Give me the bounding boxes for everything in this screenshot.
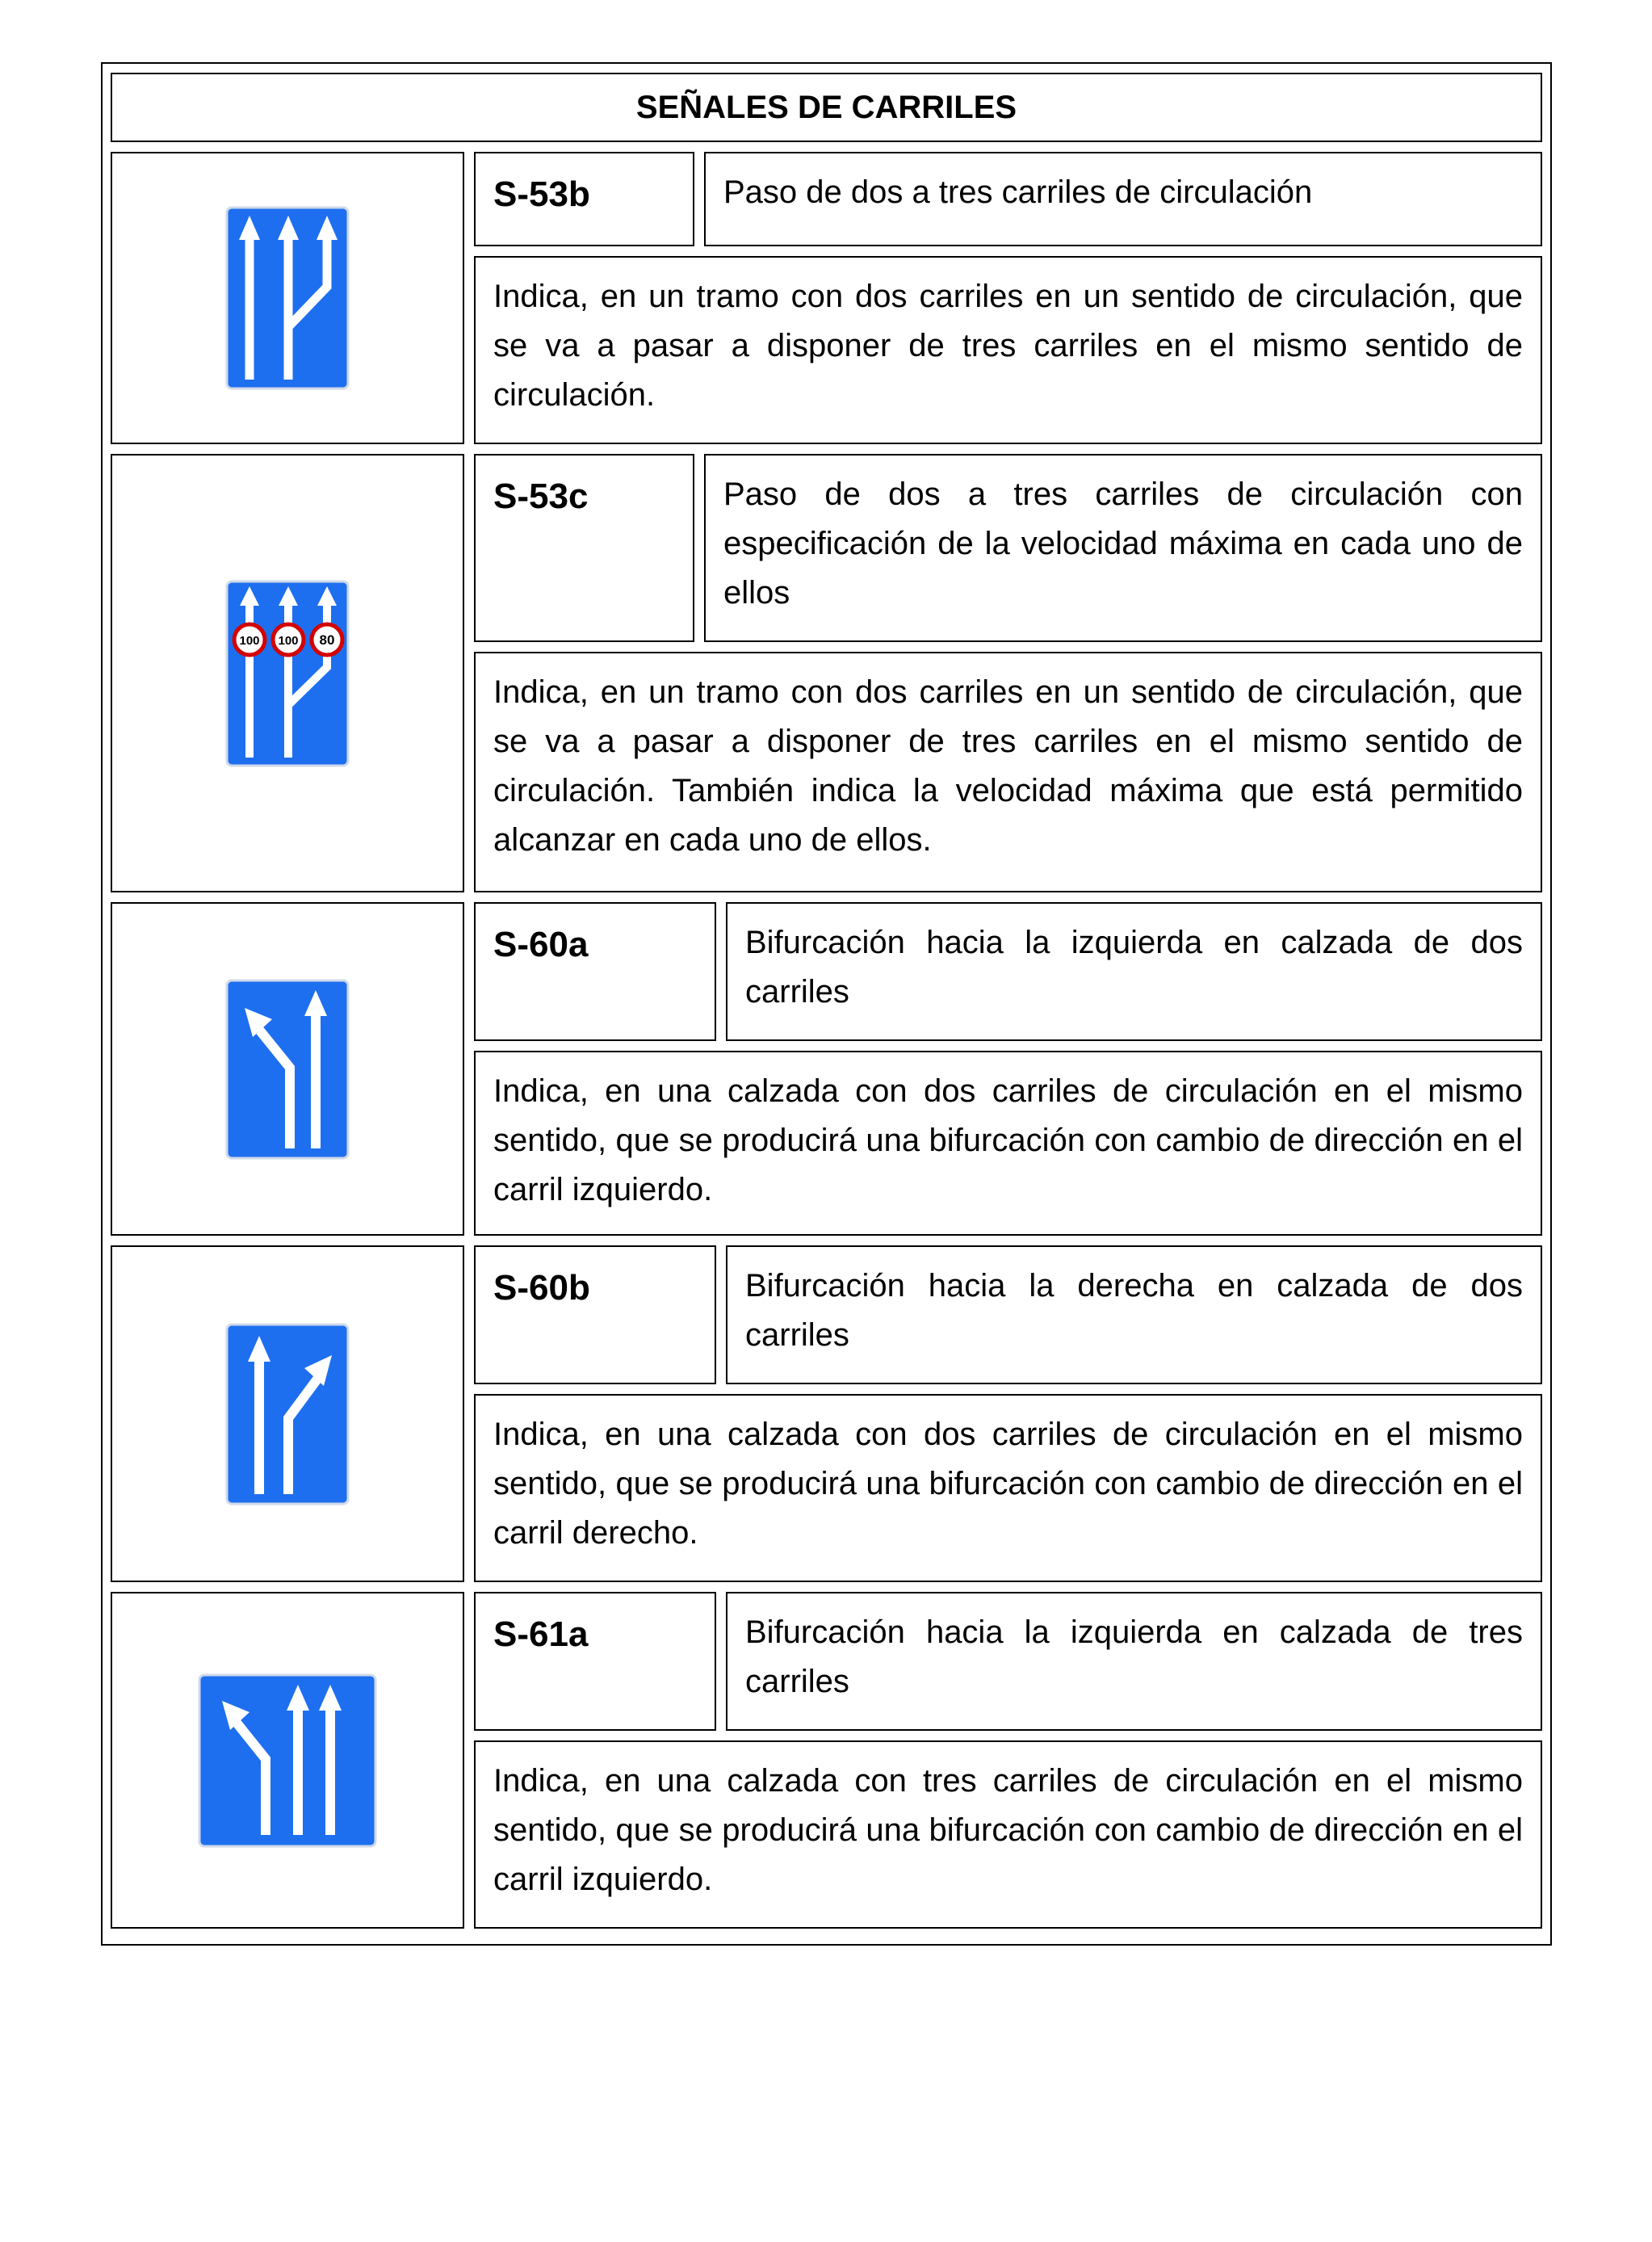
sign-name: Bifurcación hacia la derecha en calzada de dos carriles: [726, 1245, 1542, 1384]
sign-image-cell: [111, 454, 464, 892]
speed-limit-label: 100: [239, 633, 260, 648]
bifurcation-left-two-lanes-icon: [225, 979, 350, 1160]
two-to-three-lanes-speed-icon: [225, 580, 350, 767]
sign-name: Paso de dos a tres carriles de circulación: [704, 152, 1542, 246]
sign-description: Indica, en una calzada con dos carriles de circulación en el mismo sentido, que se producirá una bifurcación con cambio de dirección en el carril izquierdo.: [474, 1051, 1542, 1236]
sign-description: Indica, en una calzada con dos carriles de circulación en el mismo sentido, que se producirá una bifurcación con cambio de dirección en el carril derecho.: [474, 1394, 1542, 1582]
sign-image-cell: [111, 1245, 464, 1582]
page-title: SEÑALES DE CARRILES: [111, 73, 1542, 142]
sign-description: Indica, en un tramo con dos carriles en un sentido de circulación, que se va a pasar a disponer de tres carriles en el mismo sentido de circulación.: [474, 256, 1542, 444]
sign-name: Bifurcación hacia la izquierda en calzada de dos carriles: [726, 902, 1542, 1041]
sign-code: S-53c: [474, 454, 694, 642]
sign-description: Indica, en una calzada con tres carriles de circulación en el mismo sentido, que se producirá una bifurcación con cambio de dirección en el carril izquierdo.: [474, 1740, 1542, 1929]
sign-name: Bifurcación hacia la izquierda en calzada de tres carriles: [726, 1592, 1542, 1731]
bifurcation-left-three-lanes-icon: [198, 1673, 377, 1848]
sign-image-cell: [111, 152, 464, 444]
sign-description: Indica, en un tramo con dos carriles en un sentido de circulación, que se va a pasar a disponer de tres carriles en el mismo sentido de circulación. También indica la velocidad máxima que está permitido alcanzar en cada uno de ellos.: [474, 652, 1542, 892]
sign-code: S-60a: [474, 902, 716, 1041]
two-to-three-lanes-icon: [225, 206, 350, 390]
sign-code: S-60b: [474, 1245, 716, 1384]
sign-code: S-61a: [474, 1592, 716, 1731]
bifurcation-right-two-lanes-icon: [225, 1323, 350, 1505]
sign-name: Paso de dos a tres carriles de circulación con especificación de la velocidad máxima en cada uno de ellos: [704, 454, 1542, 642]
speed-limit-label: 80: [319, 632, 335, 648]
sign-image-cell: [111, 1592, 464, 1929]
speed-limit-label: 100: [278, 633, 299, 648]
sign-code: S-53b: [474, 152, 694, 246]
sign-image-cell: [111, 902, 464, 1236]
